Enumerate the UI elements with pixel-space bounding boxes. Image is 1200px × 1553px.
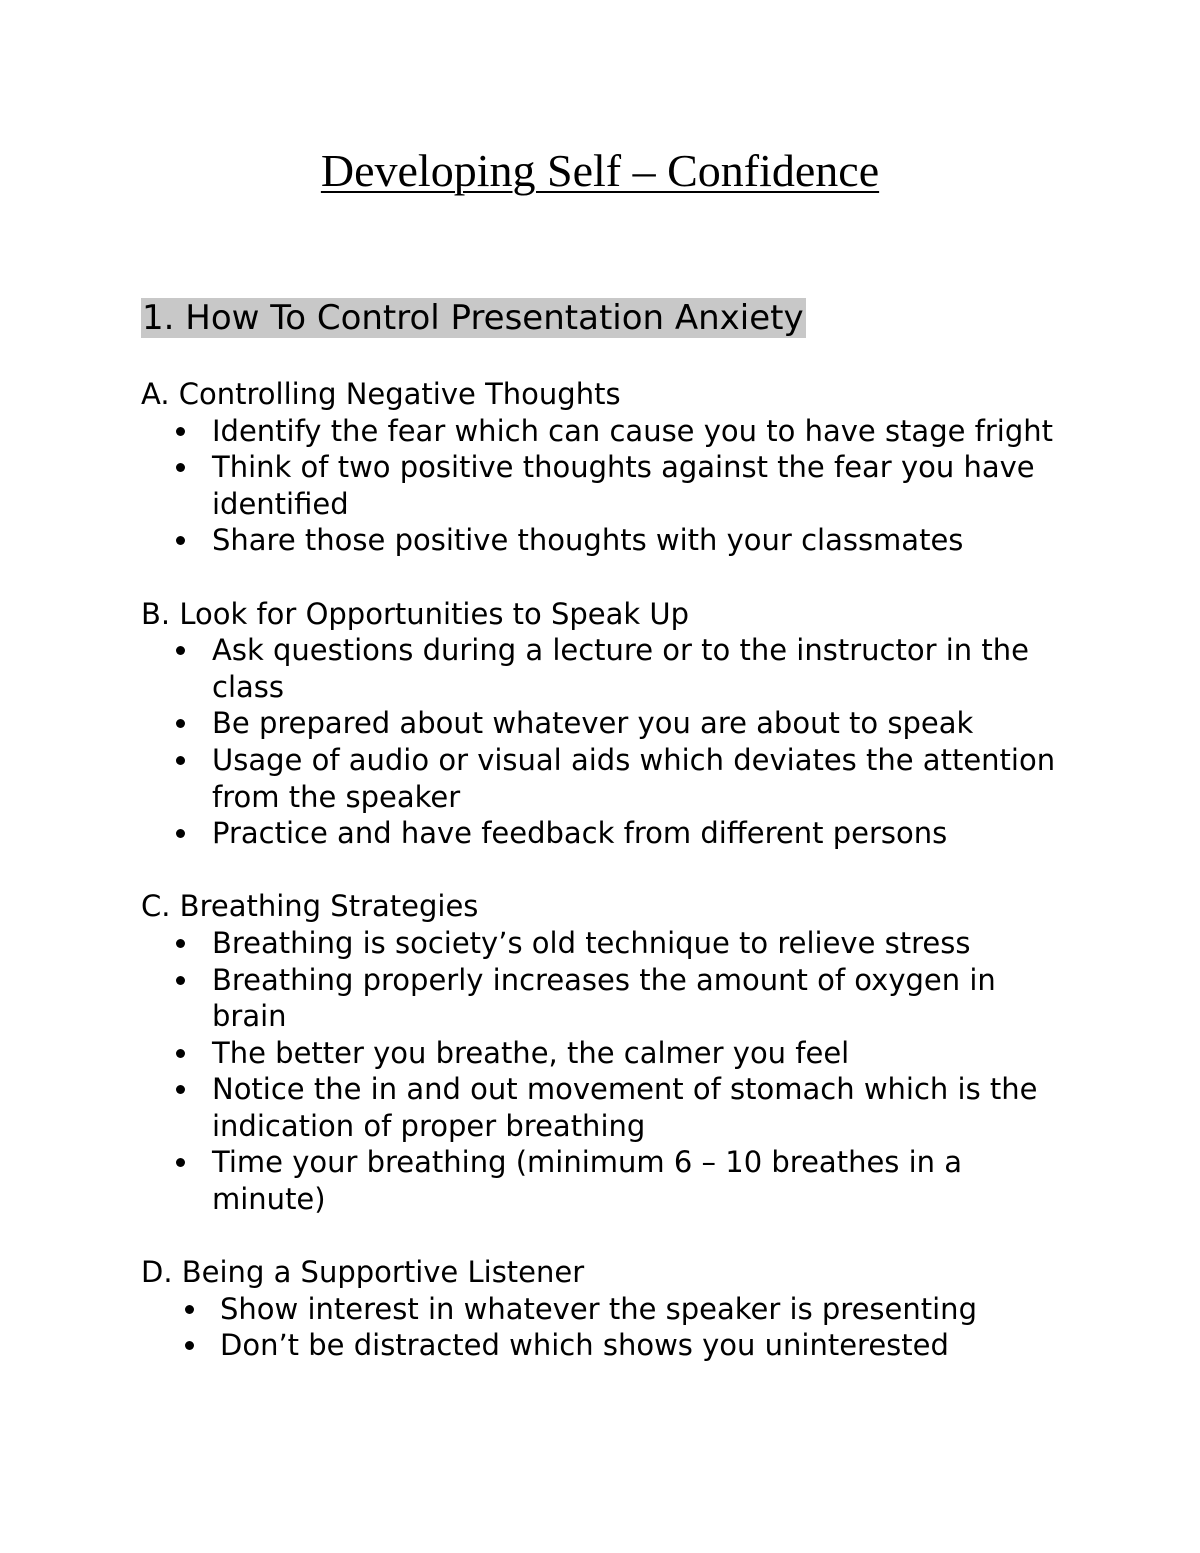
- section-b-list: [141, 632, 1061, 852]
- list-item: [141, 705, 1061, 742]
- list-item: [141, 962, 1061, 1035]
- list-item-text: Usage of audio or visual aids which deviates the attention from the speaker: [212, 742, 1056, 814]
- bullet-icon: [176, 939, 185, 948]
- section-heading: [141, 296, 806, 340]
- list-item: [141, 1291, 1061, 1328]
- bullet-icon: [176, 1049, 185, 1058]
- bullet-icon: [176, 1085, 185, 1094]
- list-item-text: Don’t be distracted which shows you uninterested: [220, 1328, 949, 1363]
- section-d-title: D. Being a Supportive Listener: [141, 1255, 585, 1290]
- section-b-title: B. Look for Opportunities to Speak Up: [141, 596, 690, 631]
- list-item-text: Notice the in and out movement of stomach which is the indication of proper breathing: [212, 1072, 1038, 1143]
- section-d-list: [141, 1291, 1061, 1364]
- document-body: [141, 376, 1061, 1401]
- list-item-text: Share those positive thoughts with your classmates: [212, 523, 964, 558]
- list-item: [141, 449, 1061, 522]
- list-item: [141, 1035, 1061, 1072]
- section-heading-text: 1. How To Control Presentation Anxiety: [142, 298, 804, 338]
- section-b: [141, 596, 1061, 852]
- list-item: [141, 413, 1061, 450]
- bullet-icon: [185, 1341, 194, 1350]
- list-item: [141, 815, 1061, 852]
- list-item: [141, 632, 1061, 705]
- list-item-text: Breathing is society’s old technique to relieve stress: [212, 925, 971, 960]
- list-item: [141, 925, 1061, 962]
- list-item-text: Identify the fear which can cause you to have stage fright: [212, 413, 1054, 448]
- list-item: [141, 522, 1061, 559]
- section-a-list: [141, 413, 1061, 559]
- list-item-text: Think of two positive thoughts against the fear you have identified: [212, 450, 1035, 521]
- list-item-text: Time your breathing (minimum 6 – 10 breathes in a minute): [212, 1145, 963, 1217]
- list-item: [141, 1071, 1061, 1144]
- list-item-text: Practice and have feedback from different persons: [212, 816, 948, 851]
- document-title: [0, 143, 1200, 199]
- bullet-icon: [176, 756, 185, 765]
- bullet-icon: [176, 536, 185, 545]
- list-item-text: Ask questions during a lecture or to the instructor in the class: [212, 633, 1029, 704]
- section-c-title: C. Breathing Strategies: [141, 889, 479, 924]
- bullet-icon: [176, 829, 185, 838]
- section-c: [141, 888, 1061, 1217]
- list-item-text: Show interest in whatever the speaker is presenting: [220, 1291, 977, 1326]
- bullet-icon: [176, 646, 185, 655]
- list-item: [141, 1327, 1061, 1364]
- list-item: [141, 742, 1061, 815]
- document-title-text: Developing Self – Confidence: [320, 145, 880, 196]
- list-item-text: Breathing properly increases the amount of oxygen in brain: [212, 962, 996, 1034]
- section-c-list: [141, 925, 1061, 1218]
- list-item: [141, 1144, 1061, 1217]
- bullet-icon: [185, 1305, 194, 1314]
- bullet-icon: [176, 463, 185, 472]
- section-d: [141, 1254, 1061, 1364]
- bullet-icon: [176, 976, 185, 985]
- section-a: [141, 376, 1061, 559]
- list-item-text: Be prepared about whatever you are about to speak: [212, 706, 974, 741]
- section-a-title: A. Controlling Negative Thoughts: [141, 377, 621, 411]
- bullet-icon: [176, 427, 185, 436]
- bullet-icon: [176, 719, 185, 728]
- bullet-icon: [176, 1158, 185, 1167]
- list-item-text: The better you breathe, the calmer you feel: [212, 1035, 850, 1070]
